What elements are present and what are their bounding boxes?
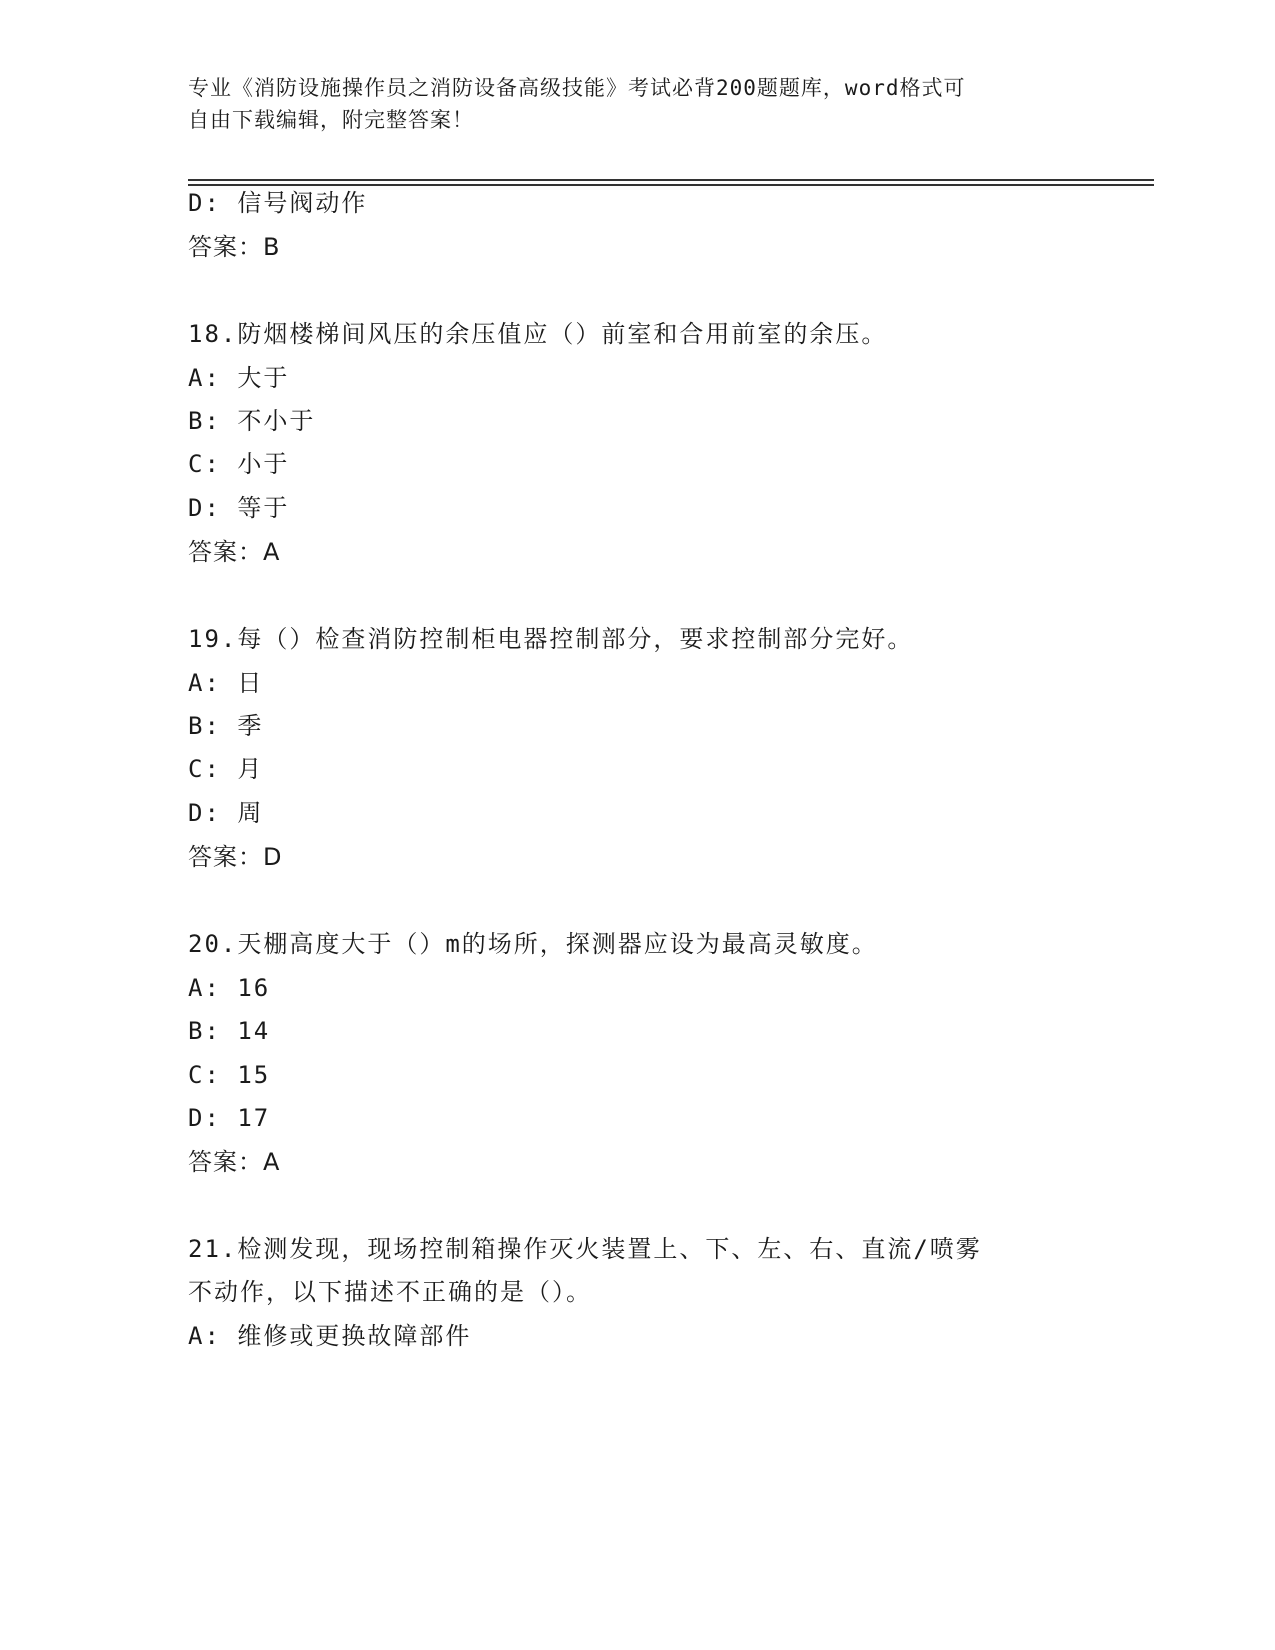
- option-d: D: 17: [188, 1104, 271, 1132]
- option-c: C: 月: [188, 755, 264, 783]
- header-line-1: 专业《消防设施操作员之消防设备高级技能》考试必背200题题库，word格式可: [188, 76, 966, 100]
- option-c: C: 小于: [188, 450, 290, 478]
- option-a: A: 大于: [188, 364, 290, 392]
- option-a: A: 日: [188, 669, 264, 697]
- option-b: B: 季: [188, 712, 264, 740]
- option-b: B: 14: [188, 1017, 271, 1045]
- option-d: D: 信号阀动作: [188, 189, 368, 217]
- question-stem: 21.检测发现，现场控制箱操作灭火装置上、下、左、右、直流/喷雾: [188, 1235, 982, 1263]
- question-stem-continued: 不动作，以下描述不正确的是（）。: [188, 1278, 592, 1306]
- option-a: A: 16: [188, 974, 271, 1002]
- document-header: [188, 72, 1068, 136]
- option-d: D: 等于: [188, 494, 290, 522]
- header-divider-top: [188, 179, 1154, 181]
- option-d: D: 周: [188, 799, 264, 827]
- answer-line: 答案：A: [188, 538, 281, 566]
- question-stem: 19.每（）检查消防控制柜电器控制部分，要求控制部分完好。: [188, 625, 914, 653]
- header-divider-bottom: [188, 184, 1154, 186]
- option-a: A: 维修或更换故障部件: [188, 1322, 472, 1350]
- answer-line: 答案：A: [188, 1148, 281, 1176]
- option-c: C: 15: [188, 1061, 271, 1089]
- option-b: B: 不小于: [188, 407, 316, 435]
- answer-line: 答案：B: [188, 233, 281, 261]
- question-stem: 18.防烟楼梯间风压的余压值应（）前室和合用前室的余压。: [188, 320, 888, 348]
- question-stem: 20.天棚高度大于（）m的场所，探测器应设为最高灵敏度。: [188, 930, 878, 958]
- answer-line: 答案：D: [188, 843, 283, 871]
- header-line-2: 自由下载编辑，附完整答案！: [188, 108, 474, 132]
